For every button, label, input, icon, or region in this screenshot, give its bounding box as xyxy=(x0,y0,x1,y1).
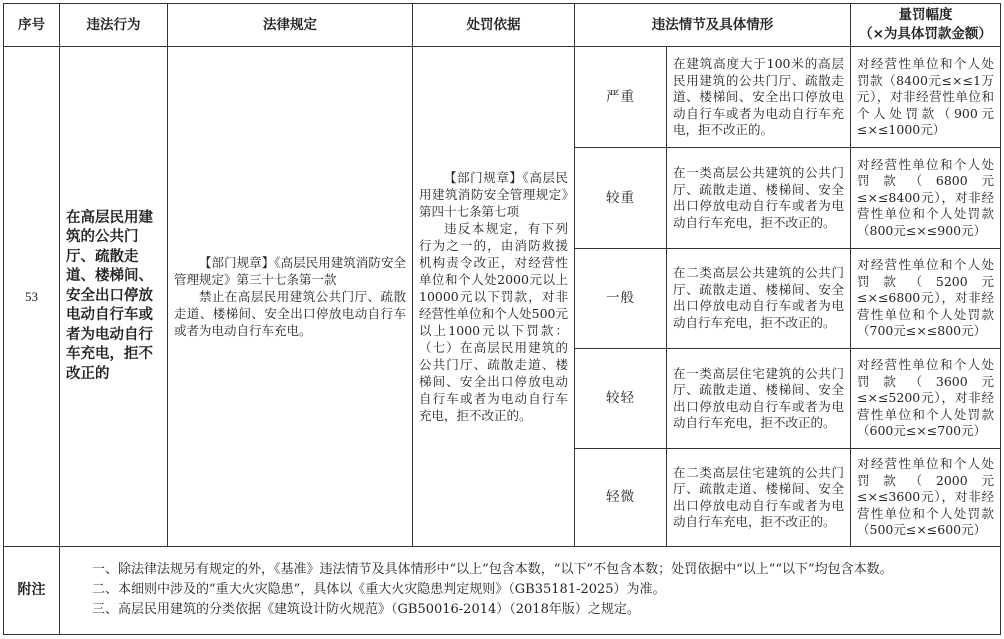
level-fine-range: 对经营性单位和个人处罚款（3600元≤×≤5200元），对非经营性单位和个人处罚款（600元≤×≤700元） xyxy=(851,349,1001,449)
level-fine-range: 对经营性单位和个人处罚款（6800元≤×≤8400元），对非经营性单位和个人处罚款（800元≤×≤900元） xyxy=(851,148,1001,248)
note-item: 三、高层民用建筑的分类依据《建筑设计防火规范》（GB50016-2014）（2018年版）之规定。 xyxy=(92,602,640,618)
level-situation: 在一类高层公共建筑的公共门厅、疏散走道、楼梯间、安全出口停放电动自行车或者为电动自行车充电，拒不改正的。 xyxy=(667,148,851,248)
basis-text: 违反本规定，有下列行为之一的，由消防救援机构责令改正，对经营性单位和个人处2000元以上10000元以下罚款，对非经营性单位和个人处500元以上1000元以下罚款：（七）在高层民用建筑的公共门厅、疏散走道、楼梯间、安全出口停放电动自行车或者为电动自行车充电，拒不改正的。 xyxy=(419,220,568,423)
notes-label: 附注 xyxy=(4,546,60,634)
note-item: 二、本细则中涉及的“重大火灾隐患”，具体以《重大火灾隐患判定规则》（GB35181-2025）为准。 xyxy=(92,582,666,598)
header-fine-line1: 量罚幅度 xyxy=(898,7,953,24)
level-label: 轻微 xyxy=(575,449,667,546)
level-fine-range: 对经营性单位和个人处罚款（8400元≤×≤1万元），对非经营性单位和个人处罚款（900元≤×≤1000元） xyxy=(851,47,1001,148)
header-row xyxy=(4,4,1001,47)
level-situation: 在二类高层住宅建筑的公共门厅、疏散走道、楼梯间、安全出口停放电动自行车或者为电动自行车充电，拒不改正的。 xyxy=(667,449,851,546)
level-label: 较轻 xyxy=(575,349,667,449)
level-label: 一般 xyxy=(575,248,667,348)
note-item: 一、除法律法规另有规定的外，《基准》违法情节及具体情形中“以上”包含本数，“以下”不包含本数；处罚依据中“以上”“以下”均包含本数。 xyxy=(92,562,893,578)
notes-content xyxy=(60,546,1001,634)
row-penalty-basis xyxy=(413,47,575,547)
level-situation: 在一类高层住宅建筑的公共门厅、疏散走道、楼梯间、安全出口停放电动自行车或者为电动自行车充电，拒不改正的。 xyxy=(667,349,851,449)
header-situation: 违法情节及具体情形 xyxy=(575,4,851,47)
header-fine xyxy=(851,4,1001,47)
level-situation: 在二类高层公共建筑的公共门厅、疏散走道、楼梯间、安全出口停放电动自行车或者为电动自行车充电，拒不改正的。 xyxy=(667,248,851,348)
level-label: 较重 xyxy=(575,148,667,248)
table-row-level-1 xyxy=(4,47,1001,148)
row-seq: 53 xyxy=(4,47,60,547)
header-act: 违法行为 xyxy=(60,4,168,47)
basis-source: 【部门规章】《高层民用建筑消防安全管理规定》第四十七条第七项 xyxy=(419,169,568,219)
level-fine-range: 对经营性单位和个人处罚款（2000元≤×≤3600元），对非经营性单位和个人处罚款（500元≤×≤600元） xyxy=(851,449,1001,546)
level-fine-range: 对经营性单位和个人处罚款（5200元≤×≤6800元），对非经营性单位和个人处罚款（700元≤×≤800元） xyxy=(851,248,1001,348)
header-seq: 序号 xyxy=(4,4,60,47)
header-law: 法律规定 xyxy=(168,4,413,47)
notes-row xyxy=(4,546,1001,634)
row-violation: 在高层民用建筑的公共门厅、疏散走道、楼梯间、安全出口停放电动自行车或者为电动自行车充电，拒不改正的 xyxy=(60,47,168,547)
header-basis: 处罚依据 xyxy=(413,4,575,47)
level-label: 严重 xyxy=(575,47,667,148)
law-text: 禁止在高层民用建筑公共门厅、疏散走道、楼梯间、安全出口停放电动自行车或者为电动自行车充电。 xyxy=(174,288,406,338)
law-source: 【部门规章】《高层民用建筑消防安全管理规定》第三十七条第一款 xyxy=(174,254,406,287)
level-situation: 在建筑高度大于100米的高层民用建筑的公共门厅、疏散走道、楼梯间、安全出口停放电动自行车或者为电动自行车充电，拒不改正的。 xyxy=(667,47,851,148)
header-fine-line2: （×为具体罚款金额） xyxy=(859,26,992,43)
penalty-standard-table xyxy=(3,3,1001,635)
row-law-provision xyxy=(168,47,413,547)
